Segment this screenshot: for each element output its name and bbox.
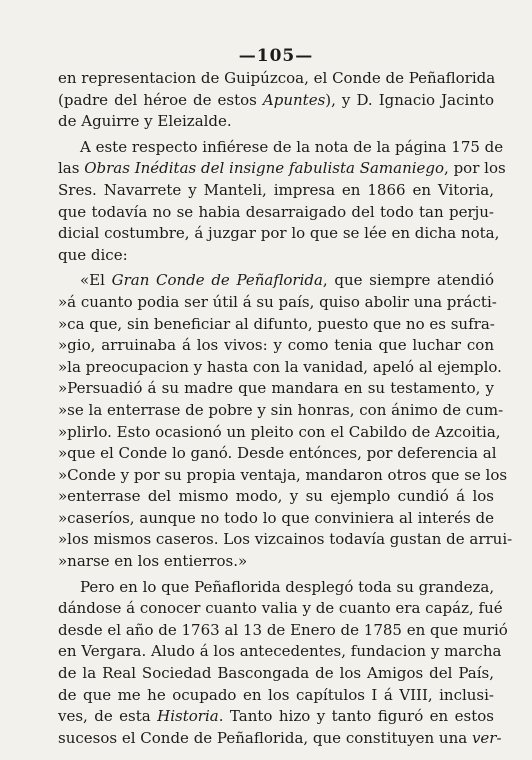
text-line: »caseríos, aunque no todo lo que conviniera al interés de: [58, 508, 494, 527]
text-line: »enterrase del mismo modo, y su ejemplo cundió á los: [58, 487, 494, 506]
text-line: »la preocupacion y hasta con la vanidad, apeló al ejemplo.: [58, 357, 502, 376]
text-line: que dice:: [58, 245, 128, 264]
text-line: sucesos el Conde de Peñaflorida, que constituyen una ver-: [58, 728, 502, 747]
text-line: de Aguirre y Eleizalde.: [58, 112, 232, 131]
text-line: »plirlo. Esto ocasionó un pleito con el Cabildo de Azcoitia,: [58, 422, 501, 441]
paragraph-p4: [58, 577, 508, 750]
text-line: de que me he ocupado en los capítulos I á VIII, inclusi-: [58, 685, 494, 704]
text-line: »gio, arruinaba á los vivos: y como tenia que luchar con: [58, 336, 494, 355]
text-line: ves, de esta Historia. Tanto hizo y tanto figuró en estos: [58, 707, 494, 726]
body-text: [58, 68, 513, 749]
text-line: en representacion de Guipúzcoa, el Conde de Peñaflorida: [58, 69, 496, 87]
text-line: »los mismos caseros. Los vizcainos todavía gustan de arrui-: [58, 530, 513, 549]
text-line: »Conde y por su propia ventaja, mandaron otros que se los: [58, 465, 508, 484]
text-line: Pero en lo que Peñaflorida desplegó toda su grandeza,: [80, 577, 495, 596]
text-line: dicial costumbre, á juzgar por lo que se lée en dicha nota,: [58, 224, 500, 243]
paragraph-p2: [58, 137, 506, 267]
text-line: »ca que, sin beneficiar al difunto, puesto que no es sufra-: [58, 314, 495, 333]
page-number: —105—: [238, 46, 314, 66]
text-line: de la Real Sociedad Bascongada de los Amigos del País,: [58, 664, 494, 683]
text-line: (padre del héroe de estos Apuntes), y D. Ignacio Jacinto: [58, 90, 494, 109]
text-line: »Persuadió á su madre que mandara en su testamento, y: [58, 379, 494, 398]
paragraph-p3: [58, 270, 513, 572]
text-line: »á cuanto podia ser útil á su país, quiso abolir una prácti-: [58, 292, 497, 311]
text-line: que todavía no se habia desarraigado del todo tan perju-: [58, 202, 494, 221]
text-line: »que el Conde lo ganó. Desde entónces, por deferencia al: [58, 444, 497, 463]
text-line: desde el año de 1763 al 13 de Enero de 1785 en que murió: [58, 620, 508, 639]
text-line: »se la enterrase de pobre y sin honras, con ánimo de cum-: [58, 400, 504, 419]
paragraph-p1: [58, 68, 494, 133]
text-line: Sres. Navarrete y Manteli, impresa en 1866 en Vitoria,: [58, 180, 494, 199]
text-line: en Vergara. Aludo á los antecedentes, fundacion y marcha: [58, 642, 502, 661]
text-line: las Obras Inéditas del insigne fabulista Samaniego, por los: [58, 159, 506, 178]
text-line: A este respecto infiérese de la nota de la página 175 de: [80, 137, 504, 156]
text-line: dándose á conocer cuanto valia y de cuanto era capáz, fué: [58, 599, 503, 618]
text-line: «El Gran Conde de Peñaflorida, que siempre atendió: [80, 271, 494, 290]
text-line: »narse en los entierros.»: [58, 552, 248, 571]
